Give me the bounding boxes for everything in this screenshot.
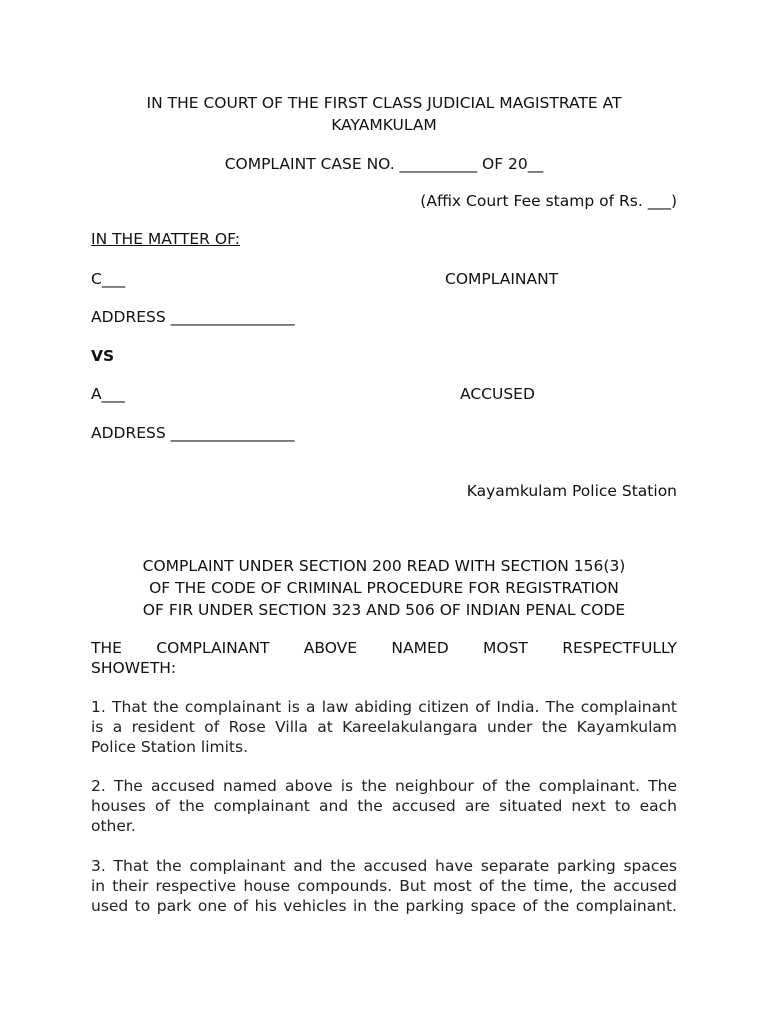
accused-name: A___: [91, 385, 125, 403]
complaint-title-line3: OF FIR UNDER SECTION 323 AND 506 OF INDIAN PENAL CODE: [142, 601, 626, 619]
paragraph-line: 2. The accused named above is the neighbour of the complainant. The: [91, 777, 677, 795]
paragraph-line: 1. That the complainant is a law abiding citizen of India. The complainant: [91, 698, 677, 716]
paragraph-line: is a resident of Rose Villa at Kareelakulangara under the Kayamkulam: [91, 718, 677, 736]
matter-heading: IN THE MATTER OF:: [91, 230, 240, 248]
complaint-title-line1: COMPLAINT UNDER SECTION 200 READ WITH SECTION 156(3): [142, 557, 626, 575]
paragraph-line: 3. That the complainant and the accused have separate parking spaces: [91, 857, 677, 875]
showeth-line2: SHOWETH:: [91, 659, 177, 677]
complainant-role: COMPLAINANT: [445, 270, 559, 288]
versus-label: VS: [91, 347, 115, 365]
complaint-title-line2: OF THE CODE OF CRIMINAL PROCEDURE FOR REGISTRATION: [149, 579, 619, 597]
court-heading-line1: IN THE COURT OF THE FIRST CLASS JUDICIAL MAGISTRATE AT: [146, 94, 622, 112]
showeth-line1: THE COMPLAINANT ABOVE NAMED MOST RESPECTFULLY: [91, 639, 677, 657]
accused-role: ACCUSED: [460, 385, 535, 403]
court-heading-line2: KAYAMKULAM: [331, 116, 437, 134]
police-station: Kayamkulam Police Station: [466, 482, 677, 500]
paragraph-line: Police Station limits.: [91, 738, 249, 756]
paragraph-line: other.: [91, 817, 136, 835]
paragraph-line: used to park one of his vehicles in the parking space of the complainant.: [91, 897, 677, 915]
complainant-address: ADDRESS ________________: [91, 308, 295, 326]
case-number: COMPLAINT CASE NO. __________ OF 20__: [224, 155, 544, 173]
accused-address: ADDRESS ________________: [91, 424, 295, 442]
paragraph-3: [91, 856, 677, 916]
paragraph-1: [91, 697, 677, 757]
court-fee-note: (Affix Court Fee stamp of Rs. ___): [420, 192, 677, 210]
complainant-name: C___: [91, 270, 126, 288]
paragraph-2: [91, 776, 677, 836]
paragraph-line: houses of the complainant and the accused are situated next to each: [91, 797, 677, 815]
paragraph-line: in their respective house compounds. But most of the time, the accused: [91, 877, 677, 895]
